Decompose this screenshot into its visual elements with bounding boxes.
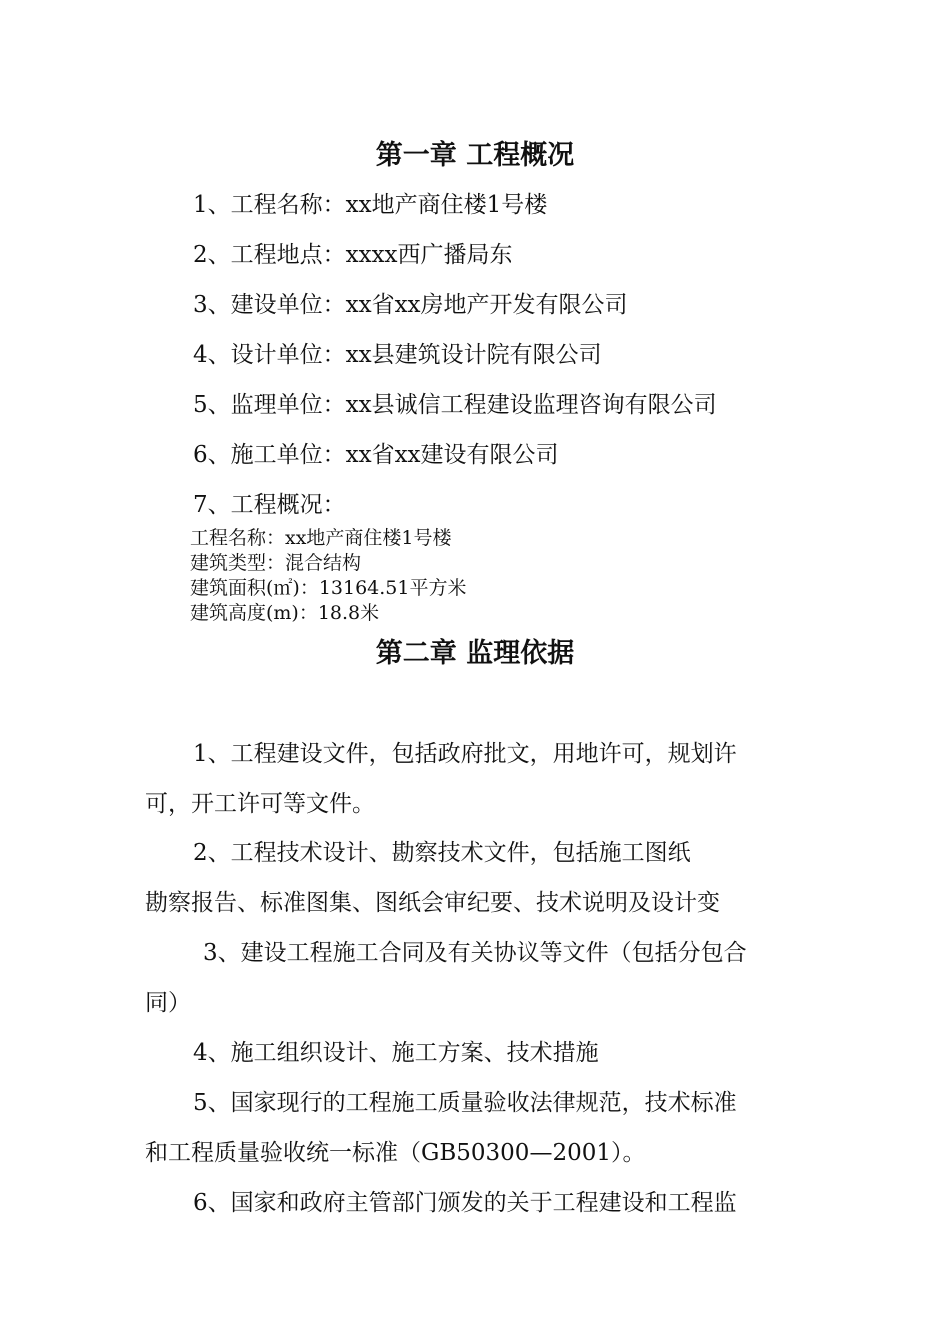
overview-project-name: 工程名称：xx地产商住楼1号楼 [190,527,452,549]
project-name-item: 1、工程名称：xx地产商住楼1号楼 [193,192,548,218]
project-overview-item: 7、工程概况： [193,492,346,518]
basis-item-1-line2: 可，开工许可等文件。 [145,791,375,817]
basis-item-3-line1: 3、建设工程施工合同及有关协议等文件（包括分包合 [203,940,747,966]
project-location-item: 2、工程地点：xxxx西广播局东 [193,242,513,268]
basis-item-3-line2: 同） [145,990,191,1016]
basis-item-1-line1: 1、工程建设文件，包括政府批文，用地许可，规划许 [193,741,737,767]
chapter1-title: 第一章 工程概况 [375,140,575,171]
chapter2-title: 第二章 监理依据 [375,638,575,669]
overview-building-area: 建筑面积(㎡)：13164.51平方米 [190,577,467,599]
supervision-unit-item: 5、监理单位：xx县诚信工程建设监理咨询有限公司 [193,392,717,418]
contractor-unit-item: 6、施工单位：xx省xx建设有限公司 [193,442,559,468]
basis-item-2-line2: 勘察报告、标准图集、图纸会审纪要、技术说明及设计变 [145,890,720,916]
overview-building-height: 建筑高度(m)：18.8米 [190,602,380,624]
design-unit-item: 4、设计单位：xx县建筑设计院有限公司 [193,342,602,368]
overview-building-type: 建筑类型：混合结构 [190,552,362,574]
basis-item-5-line1: 5、国家现行的工程施工质量验收法律规范，技术标准 [193,1090,737,1116]
basis-item-2-line1: 2、工程技术设计、勘察技术文件，包括施工图纸 [193,840,691,866]
basis-item-4: 4、施工组织设计、施工方案、技术措施 [193,1040,599,1066]
basis-item-5-line2: 和工程质量验收统一标准（GB50300—2001）。 [145,1140,646,1166]
basis-item-6-line1: 6、国家和政府主管部门颁发的关于工程建设和工程监 [193,1190,737,1216]
construction-unit-item: 3、建设单位：xx省xx房地产开发有限公司 [193,292,628,318]
